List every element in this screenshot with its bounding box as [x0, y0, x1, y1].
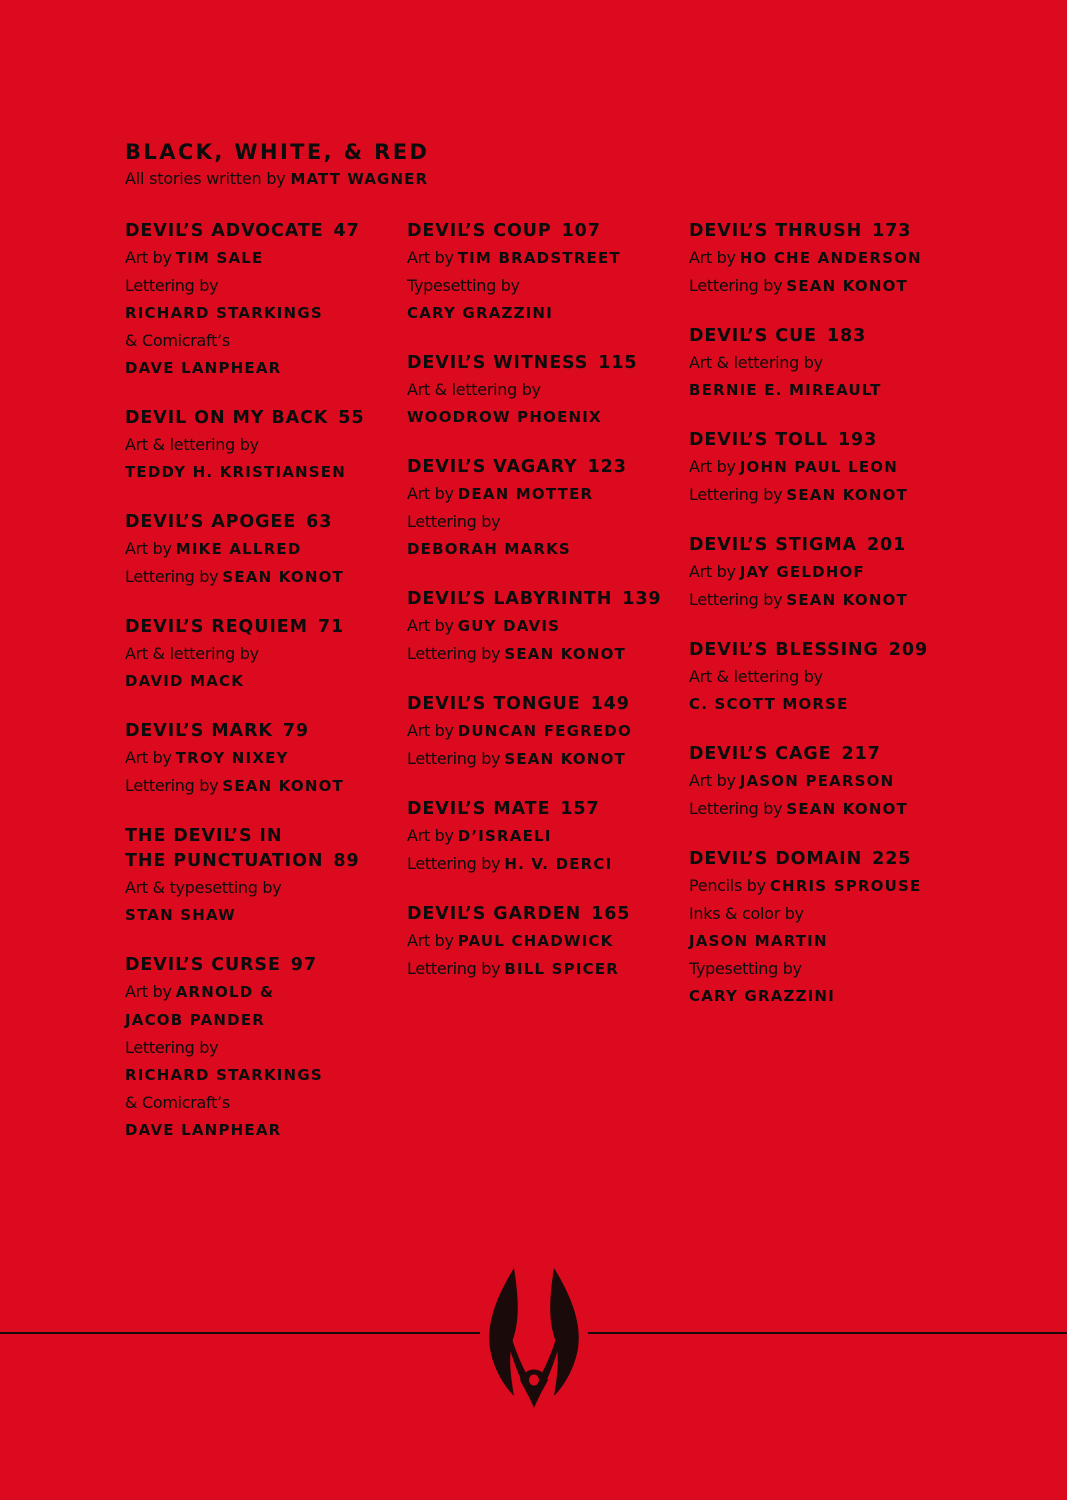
- creator-name: SEAN KONOT: [504, 645, 626, 663]
- credit-line: [125, 299, 364, 327]
- story-title: [689, 847, 928, 872]
- creator-name: WOODROW PHOENIX: [407, 408, 602, 426]
- page-number: 71: [317, 617, 345, 637]
- story-title: [125, 719, 364, 744]
- credit-line: [125, 640, 364, 667]
- creator-name: SEAN KONOT: [786, 277, 908, 295]
- creator-name: DAVE LANPHEAR: [125, 359, 282, 377]
- contents-entry: [407, 219, 662, 327]
- credit-role: Art & lettering by: [689, 353, 823, 372]
- story-title: [407, 351, 662, 376]
- creator-name: DUNCAN FEGREDO: [457, 722, 632, 740]
- credit-role: Lettering by: [689, 590, 783, 609]
- credit-line: [689, 927, 928, 955]
- story-title: [407, 455, 662, 480]
- story-title: [125, 406, 364, 431]
- contents-entry: [407, 455, 662, 563]
- story-title-line: THE PUNCTUATION: [125, 851, 324, 871]
- credit-role: Art by: [407, 248, 454, 267]
- credit-role: Art by: [407, 484, 454, 503]
- credit-role: Typesetting by: [407, 276, 520, 295]
- page-number: 139: [622, 589, 662, 609]
- story-title: [407, 219, 662, 244]
- creator-name: CARY GRAZZINI: [407, 304, 553, 322]
- story-title-text: DEVIL’S VAGARY: [407, 457, 578, 477]
- creator-name: RICHARD STARKINGS: [125, 304, 323, 322]
- story-title: [689, 219, 928, 244]
- credit-line: [125, 327, 364, 354]
- credit-line: [125, 1116, 364, 1144]
- credit-line: [125, 458, 364, 486]
- page-number: 209: [888, 640, 929, 660]
- credit-line: [689, 349, 928, 376]
- creator-name: JACOB PANDER: [125, 1011, 266, 1029]
- credit-line: [125, 1061, 364, 1089]
- credit-line: [689, 982, 928, 1010]
- contents-entry: [689, 638, 928, 718]
- credit-line: [689, 900, 928, 927]
- creator-name: CARY GRAZZINI: [689, 987, 835, 1005]
- story-title-text: DEVIL’S REQUIEM: [125, 617, 308, 637]
- credit-role: Lettering by: [407, 749, 501, 768]
- credit-line: [407, 480, 662, 508]
- credit-line: [125, 272, 364, 299]
- story-title: [407, 692, 662, 717]
- credit-line: [689, 795, 928, 823]
- story-title: [407, 797, 662, 822]
- contents-entry: [125, 824, 364, 929]
- credit-role: Art by: [407, 931, 454, 950]
- credit-line: [125, 1034, 364, 1061]
- creator-name: PAUL CHADWICK: [457, 932, 614, 950]
- contents-entry: [407, 587, 662, 668]
- creator-name: MIKE ALLRED: [175, 540, 302, 558]
- story-title-text: DEVIL’S WITNESS: [407, 353, 589, 373]
- credit-line: [407, 244, 662, 272]
- story-title: [125, 824, 364, 874]
- page-number: 165: [591, 904, 631, 924]
- story-title-text: DEVIL’S APOGEE: [125, 512, 297, 532]
- page-number: 79: [282, 721, 309, 741]
- contents-entry: [407, 692, 662, 773]
- credit-role: Art by: [125, 748, 172, 767]
- creator-name: H. V. DERCI: [504, 855, 613, 873]
- page-number: 225: [872, 849, 912, 869]
- story-title-text: DEVIL’S GARDEN: [407, 904, 582, 924]
- credit-role: Lettering by: [689, 276, 783, 295]
- creator-name: SEAN KONOT: [222, 777, 344, 795]
- story-title-text: DEVIL’S TONGUE: [407, 694, 581, 714]
- subtitle-prefix: All stories written by: [125, 169, 286, 188]
- page-number: 201: [866, 535, 907, 555]
- creator-name: SEAN KONOT: [222, 568, 344, 586]
- creator-name: DEAN MOTTER: [457, 485, 594, 503]
- story-title-text: DEVIL’S CUE: [689, 326, 817, 346]
- contents-entry: [125, 953, 364, 1144]
- story-title: [407, 902, 662, 927]
- creator-name: BERNIE E. MIREAULT: [689, 381, 882, 399]
- story-title: [689, 428, 928, 453]
- credit-line: [689, 872, 928, 900]
- story-title: [689, 533, 928, 558]
- page-number: 173: [872, 221, 912, 241]
- contents-entry: [407, 351, 662, 431]
- credit-line: [689, 955, 928, 982]
- credit-role: & Comicraft’s: [125, 331, 230, 350]
- credit-role: Art by: [689, 562, 736, 581]
- contents-column-3: [689, 219, 928, 1034]
- contents-column-2: [407, 219, 662, 1007]
- credit-line: [407, 612, 662, 640]
- story-title-text: DEVIL’S BLESSING: [689, 640, 879, 660]
- credit-line: [689, 767, 928, 795]
- contents-entry: [407, 902, 662, 983]
- creator-name: SEAN KONOT: [504, 750, 626, 768]
- credit-role: Lettering by: [407, 644, 501, 663]
- creator-name: BILL SPICER: [504, 960, 620, 978]
- creator-name: RICHARD STARKINGS: [125, 1066, 323, 1084]
- credit-role: Art & lettering by: [407, 380, 541, 399]
- page-number: 115: [598, 353, 638, 373]
- page-number: 47: [333, 221, 360, 241]
- credit-line: [407, 640, 662, 668]
- contents-entry: [125, 219, 364, 382]
- story-title: [125, 219, 364, 244]
- devil-horns-icon: [484, 1262, 584, 1410]
- creator-name: SEAN KONOT: [786, 800, 908, 818]
- page-number: 97: [290, 955, 317, 975]
- contents-column-1: [125, 219, 364, 1168]
- page-number: 89: [333, 851, 360, 871]
- credit-line: [407, 745, 662, 773]
- credit-role: Lettering by: [689, 799, 783, 818]
- credit-role: Art & lettering by: [125, 644, 259, 663]
- credit-line: [689, 244, 928, 272]
- credit-role: Lettering by: [125, 567, 219, 586]
- creator-name: JOHN PAUL LEON: [739, 458, 899, 476]
- credit-line: [689, 586, 928, 614]
- credit-line: [407, 927, 662, 955]
- credit-line: [407, 403, 662, 431]
- story-title-text: DEVIL’S COUP: [407, 221, 552, 241]
- creator-name: ARNOLD &: [175, 983, 275, 1001]
- page-number: 63: [306, 512, 333, 532]
- credit-role: Art & lettering by: [125, 435, 259, 454]
- contents-entry: [689, 533, 928, 614]
- credit-line: [407, 850, 662, 878]
- story-title: [125, 953, 364, 978]
- credit-role: Typesetting by: [689, 959, 802, 978]
- credit-line: [407, 822, 662, 850]
- credit-line: [689, 663, 928, 690]
- story-title-text: DEVIL’S STIGMA: [689, 535, 857, 555]
- footer-rule-left: [0, 1332, 480, 1334]
- credit-line: [407, 272, 662, 299]
- credit-role: Art by: [125, 248, 172, 267]
- footer-rule-right: [588, 1332, 1067, 1334]
- credit-line: [407, 299, 662, 327]
- credit-line: [689, 376, 928, 404]
- page-number: 157: [560, 799, 600, 819]
- credit-role: Lettering by: [407, 854, 501, 873]
- page-number: 183: [826, 326, 867, 346]
- credit-line: [125, 431, 364, 458]
- credit-role: Art by: [125, 982, 172, 1001]
- contents-entry: [689, 847, 928, 1010]
- creator-name: C. SCOTT MORSE: [689, 695, 849, 713]
- contents-entry: [689, 742, 928, 823]
- story-title: [407, 587, 662, 612]
- credit-line: [689, 481, 928, 509]
- credit-line: [407, 717, 662, 745]
- credit-role: Art by: [407, 616, 454, 635]
- contents-entry: [125, 406, 364, 486]
- credit-line: [125, 901, 364, 929]
- section-title: BLACK, WHITE, & RED: [125, 140, 430, 164]
- credit-line: [689, 690, 928, 718]
- story-title-text: DEVIL’S CAGE: [689, 744, 832, 764]
- contents-entry: [125, 510, 364, 591]
- story-title: [125, 615, 364, 640]
- credit-line: [407, 376, 662, 403]
- page-number: 149: [590, 694, 630, 714]
- credit-line: [689, 272, 928, 300]
- creator-name: SEAN KONOT: [786, 486, 908, 504]
- credit-line: [407, 508, 662, 535]
- section-header: [125, 138, 429, 190]
- page-number: 55: [338, 408, 365, 428]
- story-title-text: DEVIL’S TOLL: [689, 430, 828, 450]
- creator-name: D’ISRAELI: [457, 827, 552, 845]
- story-title: [125, 510, 364, 535]
- creator-name: DAVE LANPHEAR: [125, 1121, 282, 1139]
- credit-line: [125, 563, 364, 591]
- contents-entry: [689, 428, 928, 509]
- credit-role: Art by: [407, 826, 454, 845]
- credit-role: & Comicraft’s: [125, 1093, 230, 1112]
- credit-line: [125, 1089, 364, 1116]
- story-title-text: DEVIL’S MATE: [407, 799, 551, 819]
- creator-name: SEAN KONOT: [786, 591, 908, 609]
- page-number: 123: [587, 457, 627, 477]
- contents-entry: [407, 797, 662, 878]
- credit-role: Lettering by: [125, 276, 219, 295]
- page-number: 107: [561, 221, 601, 241]
- credit-line: [125, 978, 364, 1006]
- credit-line: [407, 955, 662, 983]
- creator-name: STAN SHAW: [125, 906, 236, 924]
- section-subtitle: [125, 168, 429, 190]
- credit-role: Art by: [689, 771, 736, 790]
- creator-name: CHRIS SPROUSE: [769, 877, 922, 895]
- contents-entry: [689, 324, 928, 404]
- story-title: [689, 638, 928, 663]
- story-title-text: DEVIL’S ADVOCATE: [125, 221, 324, 241]
- credit-line: [125, 354, 364, 382]
- story-title: [689, 742, 928, 767]
- creator-name: TIM SALE: [175, 249, 264, 267]
- creator-name: JASON PEARSON: [739, 772, 895, 790]
- credit-role: Lettering by: [125, 1038, 219, 1057]
- contents-entry: [689, 219, 928, 300]
- creator-name: DAVID MACK: [125, 672, 245, 690]
- credit-role: Art by: [689, 457, 736, 476]
- creator-name: JASON MARTIN: [689, 932, 828, 950]
- credit-role: Lettering by: [407, 959, 501, 978]
- story-title-text: DEVIL’S CURSE: [125, 955, 281, 975]
- credit-role: Lettering by: [125, 776, 219, 795]
- story-title-text: DEVIL’S THRUSH: [689, 221, 863, 241]
- creator-name: JAY GELDHOF: [739, 563, 865, 581]
- credit-role: Lettering by: [407, 512, 501, 531]
- story-title: [689, 324, 928, 349]
- credit-line: [125, 772, 364, 800]
- credit-role: Art by: [125, 539, 172, 558]
- creator-name: TEDDY H. KRISTIANSEN: [125, 463, 346, 481]
- story-title-text: DEVIL ON MY BACK: [125, 408, 329, 428]
- credit-line: [125, 244, 364, 272]
- credit-role: Inks & color by: [689, 904, 804, 923]
- credit-line: [125, 667, 364, 695]
- credit-role: Art by: [407, 721, 454, 740]
- creator-name: DEBORAH MARKS: [407, 540, 571, 558]
- credit-line: [125, 744, 364, 772]
- story-title-text: DEVIL’S DOMAIN: [689, 849, 863, 869]
- page-number: 217: [841, 744, 881, 764]
- credit-role: Pencils by: [689, 876, 766, 895]
- story-title-text: DEVIL’S MARK: [125, 721, 273, 741]
- creator-name: GUY DAVIS: [457, 617, 561, 635]
- story-title-text: DEVIL’S LABYRINTH: [407, 589, 613, 609]
- creator-name: TIM BRADSTREET: [457, 249, 621, 267]
- writer-name: MATT WAGNER: [290, 170, 429, 188]
- credit-role: Art & typesetting by: [125, 878, 282, 897]
- credit-line: [689, 558, 928, 586]
- credit-line: [125, 874, 364, 901]
- credit-role: Art & lettering by: [689, 667, 823, 686]
- creator-name: HO CHE ANDERSON: [739, 249, 922, 267]
- credit-role: Lettering by: [689, 485, 783, 504]
- contents-entry: [125, 615, 364, 695]
- creator-name: TROY NIXEY: [175, 749, 289, 767]
- credit-role: Art by: [689, 248, 736, 267]
- credit-line: [689, 453, 928, 481]
- credit-line: [407, 535, 662, 563]
- page-number: 193: [837, 430, 878, 450]
- credit-line: [125, 1006, 364, 1034]
- story-title-line: THE DEVIL’S IN: [125, 826, 283, 846]
- contents-entry: [125, 719, 364, 800]
- credit-line: [125, 535, 364, 563]
